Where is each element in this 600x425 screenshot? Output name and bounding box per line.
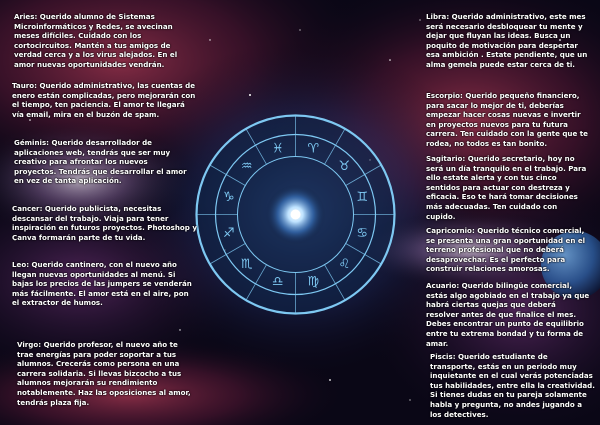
horoscope-leo: Leo: Querido cantinero, con el nuevo año llegan nuevas oportunidades al menú. Si bajas los precios de las jumpers se venderán más fácilmente. El amor está en el aire, pon el extractor de humos. (12, 260, 192, 308)
sign-name-escorpio: Escorpio (426, 91, 461, 100)
zodiac-glyph-icon: ♐ (223, 225, 235, 241)
zodiac-glyph-icon: ♍ (307, 274, 320, 290)
zodiac-glyph-icon: ♏ (240, 256, 253, 272)
zodiac-glyph-icon: ♒ (240, 159, 253, 175)
horoscope-text-leo: Querido cantinero, con el nuevo año llegan nuevas oportunidades al menú. Si bajas los precios de las jumpers se venderán más fácilmente. El amor está en el aire, pon el extractor de humos. (12, 260, 192, 308)
zodiac-glyph-icon: ♌ (338, 256, 351, 272)
sign-name-sagitario: Sagitario (426, 154, 463, 163)
horoscope-text-libra: Querido administrativo, este mes será necesario desbloquear tu mente y dejar que fluyan las ideas. Busca un poquito de motivación para despertar esa ambición . Estate pendiente, que un alma gemela puede estar cerca de ti. (426, 12, 588, 69)
horoscope-tauro: Tauro: Querido administrativo, las cuentas de enero están complicadas, pero mejorarán con el tiempo, ten paciencia. El amor te llegará vía email, mira en el buzón de spam. (12, 81, 196, 119)
horoscope-text-tauro: Querido administrativo, las cuentas de enero están complicadas, pero mejorarán con el tiempo, ten paciencia. El amor te llegará vía email, mira en el buzón de spam. (12, 81, 196, 119)
wheel-core (291, 210, 301, 220)
sign-name-geminis: Géminis (14, 138, 47, 147)
horoscope-cancer: Cancer: Querido publicista, necesitas descansar del trabajo. Viaja para tener inspiración en futuros proyectos. Photoshop y Canva formarán parte de tu vida. (12, 204, 197, 242)
horoscope-text-cancer: Querido publicista, necesitas descansar del trabajo. Viaja para tener inspiración en futuros proyectos. Photoshop y Canva formarán parte de tu vida. (12, 204, 197, 242)
zodiac-glyph-icon: ♑ (223, 190, 235, 206)
horoscope-text-aries: Querido alumno de Sistemas Microinformáticos y Redes, se avecinan meses difíciles. Cuidado con los cortocircuitos. Mantén a tus amigos de verdad cerca y a los virus alejados. En el amor nuevas oportunidades vendrán. (14, 12, 178, 69)
horoscope-text-capricornio: Querido técnico comercial, se presenta una gran oportunidad en el terreno profesional que no deberá desaprovechar. Es el perfecto para construir relaciones amorosas. (426, 226, 586, 274)
zodiac-glyph-icon: ♋ (356, 225, 368, 241)
horoscope-piscis: Piscis: Querido estudiante de transporte, estás en un periodo muy inquietante en el cual verás potenciadas tus habilidades, entre ella la creatividad. Si tienes dudas en tu pareja solamente habla y pregunta, no andes jugando a los detectives. (430, 352, 595, 419)
horoscope-aries: Aries: Querido alumno de Sistemas Microinformáticos y Redes, se avecinan meses difíciles. Cuidado con los cortocircuitos. Mantén a tus amigos de verdad cerca y a los virus alejados. En el amor nuevas oportunidades vendrán. (14, 12, 178, 69)
horoscope-virgo: Virgo: Querido profesor, el nuevo año te trae energías para poder soportar a tus alumnos. Crecerás como persona en una carrera solidaria. Si llevas bizcocho a tus alumnos mejorarán su rendimiento notablemente. Haz las oposiciones al amor, tendrás plaza fija. (17, 340, 191, 407)
sign-name-libra: Libra (426, 12, 447, 21)
horoscope-text-acuario: Querido bilingüe comercial, estás algo agobiado en el trabajo ya que habrá ciertas quejas que deberá resolver antes de que finalice el mes. Debes encontrar un punto de equilibrio entre tu extrema bondad y tu forma de amar. (426, 281, 590, 348)
horoscope-text-virgo: Querido profesor, el nuevo año te trae energías para poder soportar a tus alumnos. Crecerás como persona en una carrera solidaria. Si llevas bizcocho a tus alumnos mejorarán su rendimiento notablemente. Haz las oposiciones al amor, tendrás plaza fija. (17, 340, 191, 407)
sign-name-piscis: Piscis (430, 352, 453, 361)
sign-name-capricornio: Capricornio (426, 226, 472, 235)
sign-name-tauro: Tauro (12, 81, 35, 90)
zodiac-wheel (193, 112, 398, 317)
sign-name-acuario: Acuario (426, 281, 457, 290)
horoscope-text-geminis: Querido desarrollador de aplicaciones web, tendrás que ser muy creativo para afrontar los nuevos proyectos. Tendrás que desarrollar el amor en vez de tanta aplicación. (14, 138, 187, 186)
sign-name-leo: Leo (12, 260, 27, 269)
zodiac-glyph-icon: ♈ (307, 141, 320, 157)
horoscope-sagitario: Sagitario: Querido secretario, hoy no será un día tranquilo en el trabajo. Para ello estate alerta y con tus cinco sentidos para actuar con destreza y eficacia. Eso te hará tomar decisiones más adecuadas. Ten cuidado con cupido. (426, 154, 587, 221)
zodiac-glyph-icon: ♊ (356, 190, 368, 206)
sign-name-virgo: Virgo (17, 340, 39, 349)
horoscope-acuario: Acuario: Querido bilingüe comercial, estás algo agobiado en el trabajo ya que habrá ciertas quejas que deberá resolver antes de que finalice el mes. Debes encontrar un punto de equilibrio entre tu extrema bondad y tu forma de amar. (426, 281, 590, 348)
zodiac-glyph-icon: ♎ (271, 274, 284, 290)
horoscope-libra: Libra: Querido administrativo, este mes será necesario desbloquear tu mente y dejar que fluyan las ideas. Busca un poquito de motivación para despertar esa ambición . Estate pendiente, que un alma gemela puede estar cerca de ti. (426, 12, 588, 69)
horoscope-text-sagitario: Querido secretario, hoy no será un día tranquilo en el trabajo. Para ello estate alerta y con tus cinco sentidos para actuar con destreza y eficacia. Eso te hará tomar decisiones más adecuadas. Ten cuidado con cupido. (426, 154, 587, 221)
horoscope-geminis: Géminis: Querido desarrollador de aplicaciones web, tendrás que ser muy creativo para afrontar los nuevos proyectos. Tendrás que desarrollar el amor en vez de tanta aplicación. (14, 138, 187, 186)
horoscope-text-piscis: Querido estudiante de transporte, estás en un periodo muy inquietante en el cual verás potenciadas tus habilidades, entre ella la creatividad. Si tienes dudas en tu pareja solamente habla y pregunta, no andes jugando a los detectives. (430, 352, 595, 419)
sign-name-aries: Aries (14, 12, 35, 21)
horoscope-text-escorpio: Querido pequeño financiero, para sacar lo mejor de ti, deberías empezar hacer cosas nuevas e invertir en proyectos nuevos para tu futura carrera. Ten cuidado con la gente que te rodea, no todos es tan bonito. (426, 91, 588, 148)
sign-name-cancer: Cancer (12, 204, 40, 213)
zodiac-glyph-icon: ♉ (338, 159, 351, 175)
horoscope-escorpio: Escorpio: Querido pequeño financiero, para sacar lo mejor de ti, deberías empezar hacer cosas nuevas e invertir en proyectos nuevos para tu futura carrera. Ten cuidado con la gente que te rodea, no todos es tan bonito. (426, 91, 588, 148)
zodiac-glyph-icon: ♓ (271, 141, 284, 157)
horoscope-capricornio: Capricornio: Querido técnico comercial, se presenta una gran oportunidad en el terreno profesional que no deberá desaprovechar. Es el perfecto para construir relaciones amorosas. (426, 226, 586, 274)
